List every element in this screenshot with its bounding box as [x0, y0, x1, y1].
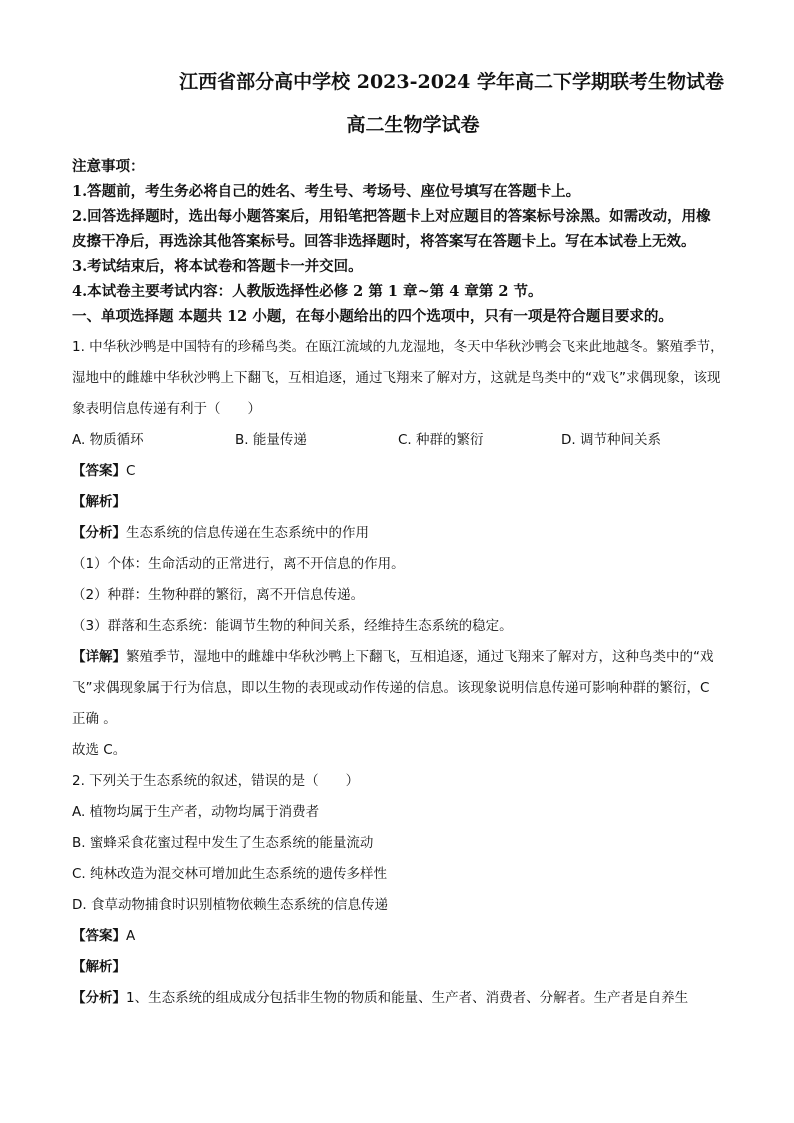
answer-tag: 【答案】	[72, 928, 126, 944]
option-b: B. 蜜蜂采食花蜜过程中发生了生态系统的能量流动	[72, 835, 374, 851]
answer-line	[72, 456, 724, 487]
point-item: （3）群落和生态系统：能调节生物的种间关系，经维持生态系统的稳定。	[72, 618, 513, 634]
question-1	[72, 332, 724, 766]
answer-tag: 【答案】	[72, 463, 126, 479]
question-stem: 2. 下列关于生态系统的叙述，错误的是（ ）	[72, 773, 360, 789]
notice-block	[72, 154, 724, 330]
option-d: D. 调节种间关系	[561, 432, 661, 448]
point-item: （2）种群：生物种群的繁衍，离不开信息传递。	[72, 587, 365, 603]
answer-line	[72, 921, 724, 952]
option-b: B. 能量传递	[235, 432, 307, 448]
question-2	[72, 766, 724, 1014]
section-heading: 一、单项选择题 本题共 12 小题，在每小题给出的四个选项中，只有一项是符合题目要求的。	[72, 308, 673, 325]
option-a: A. 植物均属于生产者，动物均属于消费者	[72, 804, 320, 820]
notice-item: 4.本试卷主要考试内容：人教版选择性必修 2 第 1 章~第 4 章第 2 节。	[72, 283, 543, 300]
exam-title: 江西省部分高中学校 2023-2024 学年高二下学期联考生物试卷	[179, 71, 724, 93]
document-page	[72, 68, 724, 1014]
conclusion: 故选 C。	[72, 742, 127, 758]
exam-subtitle: 高二生物学试卷	[346, 114, 480, 136]
fenxi-line	[72, 983, 724, 1014]
answer-value: C	[126, 463, 136, 479]
detail-tag: 【详解】	[72, 649, 126, 665]
options-row	[72, 425, 724, 456]
point-item: （1）个体：生命活动的正常进行，离不开信息的作用。	[72, 556, 405, 572]
fenxi-text: 生态系统的信息传递在生态系统中的作用	[126, 525, 369, 541]
detail-text: 繁殖季节，湿地中的雌雄中华秋沙鸭上下翻飞，互相追逐，通过飞翔来了解对方，这种鸟类中的“戏飞”求偶现象属于行为信息，即以生物的表现或动作传递的信息。该现象说明信息传递可影响种群的繁衍，C 正确 。	[72, 649, 714, 727]
notice-item: 3.考试结束后，将本试卷和答题卡一并交回。	[72, 258, 363, 275]
fenxi-line	[72, 518, 724, 549]
notice-item: 1.答题前，考生务必将自己的姓名、考生号、考场号、座位号填写在答题卡上。	[72, 183, 581, 200]
option-d: D. 食草动物捕食时识别植物依赖生态系统的信息传递	[72, 897, 388, 913]
fenxi-text: 1、生态系统的组成成分包括非生物的物质和能量、生产者、消费者、分解者。生产者是自养生	[126, 990, 689, 1006]
option-c: C. 纯林改造为混交林可增加此生态系统的遗传多样性	[72, 866, 388, 882]
analysis-tag: 【解析】	[72, 494, 126, 510]
notice-heading: 注意事项：	[72, 158, 145, 175]
option-a: A. 物质循环	[72, 432, 144, 448]
answer-value: A	[126, 928, 136, 944]
option-c: C. 种群的繁衍	[398, 432, 484, 448]
question-stem: 1. 中华秋沙鸭是中国特有的珍稀鸟类。在瓯江流域的九龙湿地，冬天中华秋沙鸭会飞来此地越冬。繁殖季节，湿地中的雌雄中华秋沙鸭上下翻飞，互相追逐，通过飞翔来了解对方，这就是鸟类中的“戏飞”求偶现象，该现象表明信息传递有利于（ ）	[72, 339, 724, 417]
fenxi-tag: 【分析】	[72, 990, 126, 1006]
notice-item: 2.回答选择题时，选出每小题答案后，用铅笔把答题卡上对应题目的答案标号涂黑。如需改动，用橡皮擦干净后，再选涂其他答案标号。回答非选择题时，将答案写在答题卡上。写在本试卷上无效。	[72, 208, 711, 250]
analysis-tag: 【解析】	[72, 959, 126, 975]
detail-line	[72, 642, 724, 735]
fenxi-tag: 【分析】	[72, 525, 126, 541]
